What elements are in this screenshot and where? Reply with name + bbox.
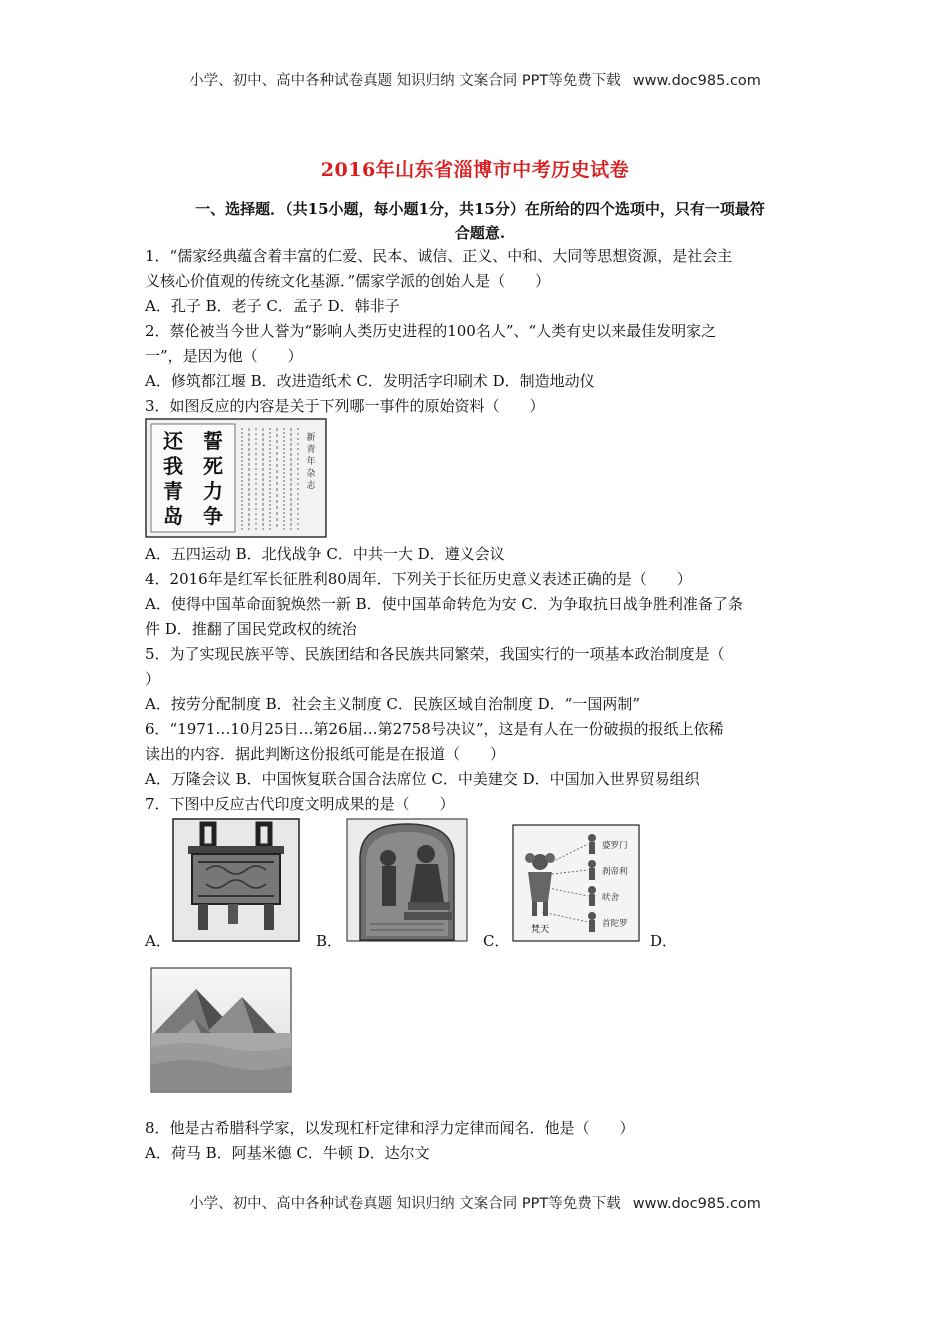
headline-char4: 杂: [306, 469, 316, 479]
slogan-col2-char2: 我: [163, 454, 183, 478]
slogan-col2: [163, 429, 184, 528]
q7-image-a-bronze-ding: [172, 818, 300, 942]
slogan-col1-char1: 誓: [203, 429, 223, 453]
footer-text: 小学、初中、高中各种试卷真题 知识归纳 文案合同 PPT等免费下载: [189, 1196, 621, 1212]
q8-options: A．荷马 B．阿基米德 C．牛顿 D．达尔文: [145, 1144, 430, 1162]
q7-stem: 7．下图中反应古代印度文明成果的是（ ）: [145, 795, 455, 813]
q7-label-a: A．: [145, 932, 171, 950]
q4-options-line1: A．使得中国革命面貌焕然一新 B．使中国革命转危为安 C．为争取抗日战争胜利准备了条: [145, 595, 743, 613]
headline-char1: 新: [306, 433, 316, 443]
headline-char2: 青: [306, 445, 316, 455]
caste-kshatriya: 刹帝利: [602, 867, 628, 877]
q2-options: A．修筑都江堰 B．改进造纸术 C．发明活字印刷术 D．制造地动仪: [145, 372, 595, 390]
caste-shudra: 首陀罗: [602, 919, 628, 929]
q5-options: A．按劳分配制度 B．社会主义制度 C．民族区域自治制度 D．“一国两制”: [145, 695, 641, 713]
page-header: [0, 69, 950, 90]
q6-stem-line1: 6．“1971…10月25日…第26届…第2758号决议”，这是有人在一份破损的报纸上依稀: [145, 720, 724, 738]
q7-image-c-caste-diagram: [512, 824, 640, 942]
header-text: 小学、初中、高中各种试卷真题 知识归纳 文案合同 PPT等免费下载: [189, 73, 621, 89]
q1-stem-line2: 义核心价值观的传统文化基源．”儒家学派的创始人是（ ）: [145, 272, 551, 290]
q3-options: A．五四运动 B．北伐战争 C．中共一大 D．遵义会议: [145, 545, 505, 563]
footer-url[interactable]: www.doc985.com: [632, 1196, 761, 1212]
headline-char5: 志: [306, 481, 316, 491]
slogan-col2-char4: 岛: [163, 504, 183, 528]
section-heading-line1: 一、选择题．（共15小题，每小题1分，共15分）在所给的四个选项中，只有一项最符: [195, 200, 765, 218]
newspaper-headline: [306, 431, 316, 491]
q7-label-b: B．: [316, 932, 343, 950]
q2-stem-line2: 一”，是因为他（ ）: [145, 347, 303, 365]
slogan-col2-char3: 青: [163, 479, 183, 503]
q5-stem-line1: 5．为了实现民族平等、民族团结和各民族共同繁荣，我国实行的一项基本政治制度是（: [145, 645, 725, 663]
q7-label-c: C．: [483, 932, 510, 950]
q7-label-d: D．: [650, 932, 678, 950]
q4-options-line2: 件 D．推翻了国民党政权的统治: [145, 620, 357, 638]
section-heading-line2: 合题意.: [454, 224, 506, 242]
q3-newspaper-figure: [145, 418, 327, 538]
slogan-col1: [203, 429, 223, 528]
q5-stem-line2: ）: [145, 670, 161, 688]
q6-stem-line2: 读出的内容．据此判断这份报纸可能是在报道（ ）: [145, 745, 506, 763]
slogan-col1-char4: 争: [203, 504, 223, 528]
q6-options: A．万隆会议 B．中国恢复联合国合法席位 C．中美建交 D．中国加入世界贸易组织: [145, 770, 700, 788]
header-url[interactable]: www.doc985.com: [632, 73, 761, 89]
slogan-col1-char2: 死: [203, 454, 223, 478]
q3-stem: 3．如图反应的内容是关于下列哪一事件的原始资料（ ）: [145, 397, 545, 415]
caste-vaishya: 吠舍: [602, 893, 620, 903]
headline-char3: 年: [306, 457, 316, 467]
exam-title: 2016年山东省淄博市中考历史试卷: [320, 159, 630, 181]
caste-brahmin: 婆罗门: [602, 841, 628, 851]
q2-stem-line1: 2．蔡伦被当今世人誉为“影响人类历史进程的100名人”、“人类有史以来最佳发明家之: [145, 322, 717, 340]
q7-image-d-pyramids: [150, 967, 292, 1093]
section-heading: [150, 197, 810, 245]
brahma-label: 梵天: [530, 925, 550, 935]
q4-stem: 4．2016年是红军长征胜利80周年．下列关于长征历史意义表述正确的是（ ）: [145, 570, 692, 588]
q7-image-b-stele-relief: [346, 818, 468, 942]
slogan-col1-char3: 力: [203, 479, 223, 503]
q1-stem-line1: 1．“儒家经典蕴含着丰富的仁爱、民本、诚信、正义、中和、大同等思想资源，是社会主: [145, 247, 733, 265]
page-footer: [0, 1192, 950, 1213]
q1-options: A．孔子 B．老子 C．孟子 D．韩非子: [145, 297, 400, 315]
slogan-col2-char1: 还: [163, 429, 183, 453]
q8-stem: 8．他是古希腊科学家，以发现杠杆定律和浮力定律而闻名．他是（ ）: [145, 1119, 635, 1137]
